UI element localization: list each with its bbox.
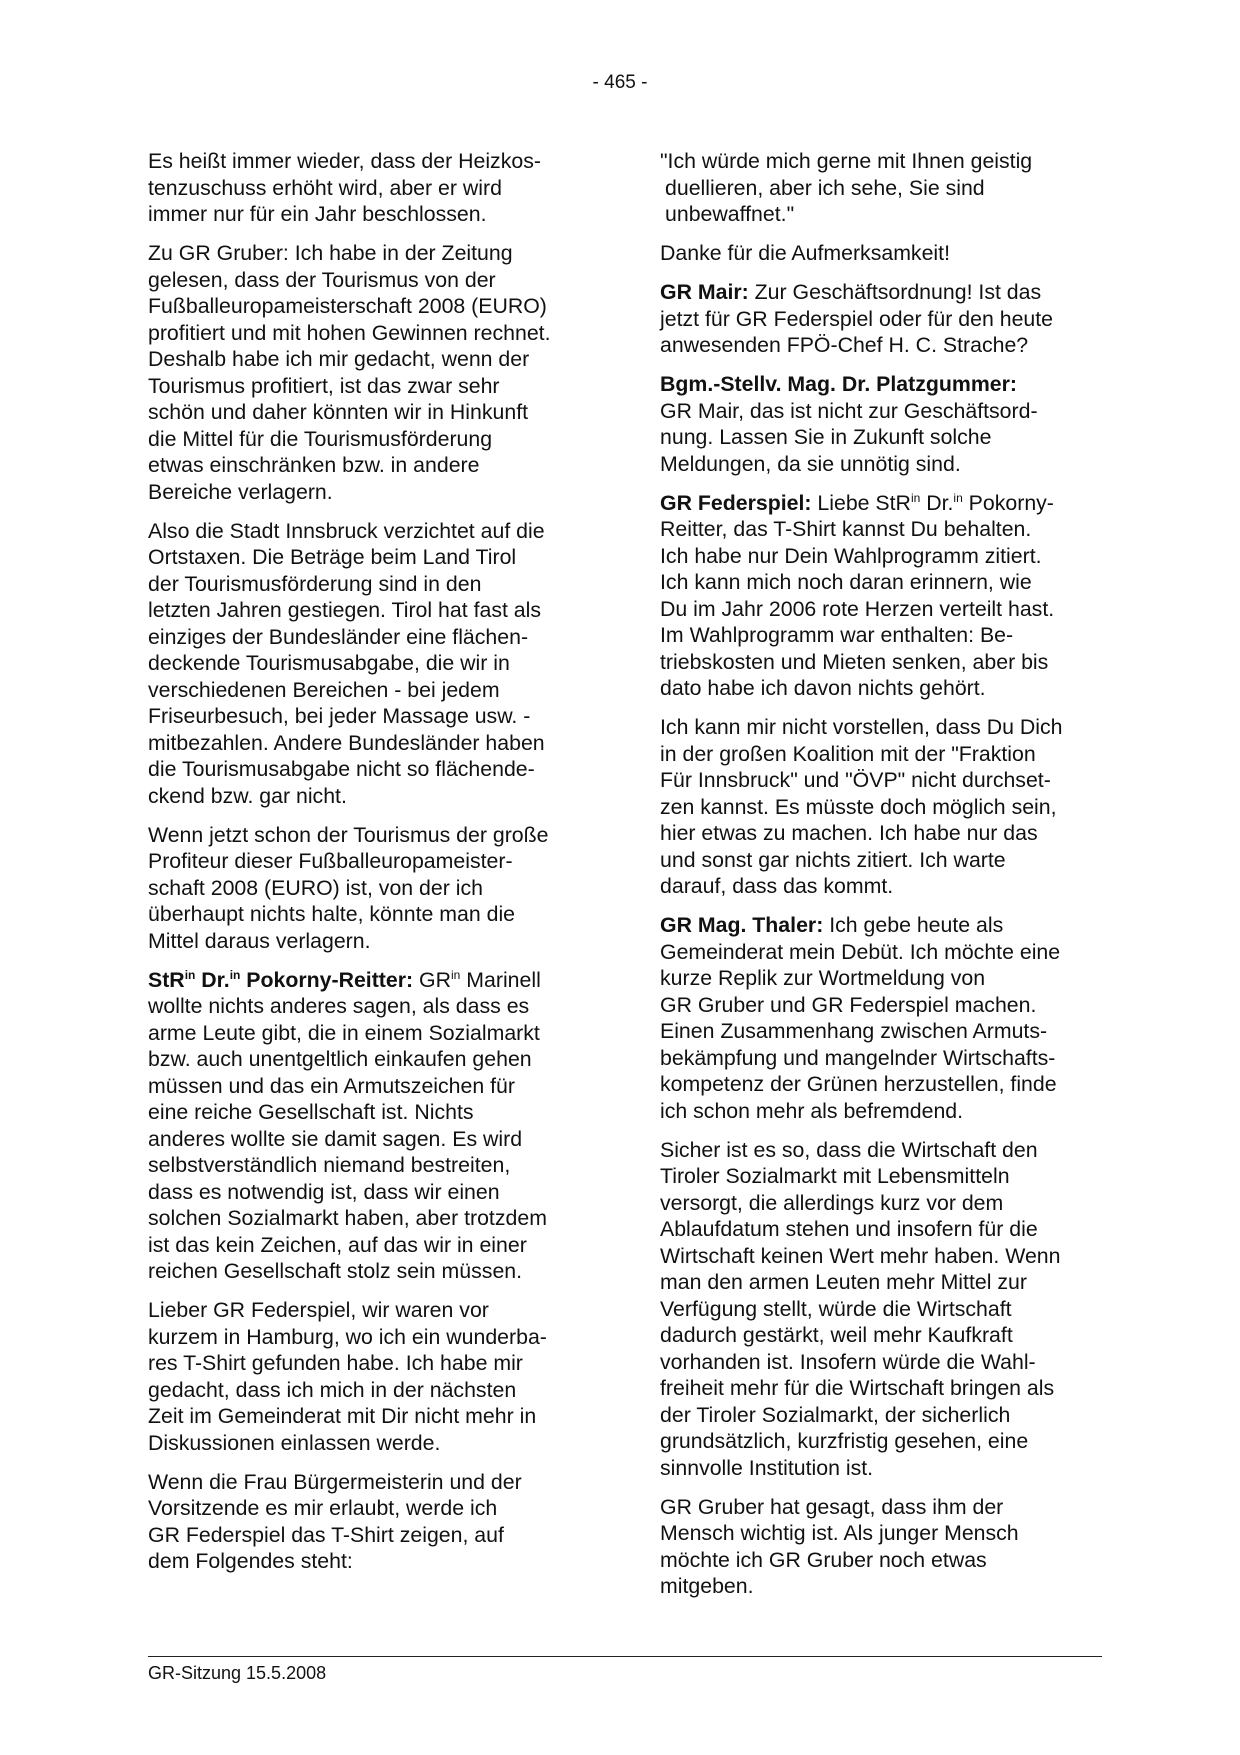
text-line: Also die Stadt Innsbruck verzichtet auf die [148, 518, 545, 543]
text-line: Zu GR Gruber: Ich habe in der Zeitung [148, 241, 513, 265]
text-line: dem Folgendes steht: [148, 1549, 353, 1573]
text-line: Einen Zusammenhang zwischen Armuts- [660, 1019, 1048, 1043]
text-line: möchte ich GR Gruber noch etwas [660, 1547, 987, 1572]
paragraph [148, 518, 588, 810]
text-line: Es heißt immer wieder, dass der Heizkos- [148, 149, 541, 173]
speaker-paragraph [660, 279, 1100, 359]
text-line: gedacht, dass ich mich in der nächsten [148, 1377, 517, 1402]
text-line: Gemeinderat mein Debüt. Ich möchte eine [660, 939, 1061, 964]
text-line: GR Federspiel das T-Shirt zeigen, auf [148, 1522, 504, 1547]
text-line: der Tiroler Sozialmarkt, der sicherlich [660, 1402, 1011, 1427]
paragraph [148, 148, 588, 228]
text-line: wollte nichts anderes sagen, als dass es [148, 994, 530, 1018]
text-line: Lieber GR Federspiel, wir waren vor [148, 1298, 489, 1322]
text-line: Zeit im Gemeinderat mit Dir nicht mehr in [148, 1404, 537, 1428]
left-column [148, 148, 588, 1587]
paragraph [660, 240, 1100, 267]
text-line: Bereiche verlagern. [148, 479, 333, 504]
text-line: die Tourismusabgabe nicht so flächende- [148, 757, 535, 781]
text-line: Wenn jetzt schon der Tourismus der große [148, 822, 549, 847]
text-line: darauf, dass das kommt. [660, 874, 894, 898]
text-line: selbstverständlich niemand bestreiten, [148, 1153, 511, 1177]
text-line: Meldungen, da sie unnötig sind. [660, 451, 961, 476]
speaker-name: StR$^{in}$ Dr.$^{in}$ Pokorny-Reitter: [148, 967, 414, 992]
text-line: Friseurbesuch, bei jeder Massage usw. - [148, 704, 531, 728]
text-line: duellieren, aber ich sehe, Sie sind [665, 175, 985, 200]
text-line: Im Wahlprogramm war enthalten: Be- [660, 623, 1014, 647]
text-line: dadurch gestärkt, weil mehr Kaufkraft [660, 1323, 1013, 1347]
text-line: Reitter, das T-Shirt kannst Du behalten. [660, 517, 1032, 541]
paragraph [148, 822, 588, 955]
text-line: überhaupt nichts halte, könnte man die [148, 902, 516, 926]
text-line: kompetenz der Grünen herzustellen, finde [660, 1072, 1057, 1096]
text-line: schön und daher könnten wir in Hinkunft [148, 400, 529, 424]
first-line [660, 371, 1100, 398]
text-line: anderes wollte sie damit sagen. Es wird [148, 1126, 523, 1151]
text-line: eine reiche Gesellschaft ist. Nichts [148, 1100, 474, 1124]
text-line: jetzt für GR Federspiel oder für den heute [660, 306, 1054, 331]
right-column [660, 148, 1100, 1612]
text-line: hier etwas zu machen. Ich habe nur das [660, 821, 1038, 845]
text-line: vorhanden ist. Insofern würde die Wahl- [660, 1349, 1036, 1374]
text-line: Sicher ist es so, dass die Wirtschaft den [660, 1137, 1038, 1162]
tshirt-quote [660, 148, 1100, 228]
text-line: schaft 2008 (EURO) ist, von der ich [148, 875, 483, 900]
speaker-name: GR Federspiel: [660, 490, 812, 515]
text-line: Deshalb habe ich mir gedacht, wenn der [148, 347, 530, 371]
paragraph [660, 714, 1100, 900]
footer-session-date: GR-Sitzung 15.5.2008 [148, 1663, 327, 1683]
text-line: Ich kann mir nicht vorstellen, dass Du Dich [660, 715, 1063, 739]
paragraph [148, 240, 588, 505]
text-line: immer nur für ein Jahr beschlossen. [148, 202, 487, 226]
text-line: Mensch wichtig ist. Als junger Mensch [660, 1521, 1019, 1545]
page-number: - 465 - [592, 72, 648, 93]
text-line: einziges der Bundesländer eine flächen- [148, 624, 529, 649]
text-line: müssen und das ein Armutszeichen für [148, 1073, 515, 1098]
paragraph [148, 1469, 588, 1575]
text-line: tenzuschuss erhöht wird, aber er wird [148, 175, 502, 200]
speaker-paragraph [148, 967, 588, 1285]
text-line: Mittel daraus verlagern. [148, 928, 371, 953]
text-line: profitiert und mit hohen Gewinnen rechnet. [148, 320, 551, 345]
text-line: kurze Replik zur Wortmeldung von [660, 966, 986, 990]
footer-divider [148, 1656, 1102, 1657]
speaker-paragraph [660, 371, 1100, 477]
text-line: anwesenden FPÖ-Chef H. C. Strache? [660, 333, 1029, 357]
text-line: GR Mair, das ist nicht zur Geschäftsord- [660, 398, 1038, 423]
text-line: Ablaufdatum stehen und insofern für die [660, 1217, 1038, 1241]
text-line: Ich habe nur Dein Wahlprogramm zitiert. [660, 543, 1042, 568]
first-line: StR$^{in}$ Dr.$^{in}$ Pokorny-Reitter: $GR^{in}$ Marinell [148, 967, 541, 992]
text-line: Ich kann mich noch daran erinnern, wie [660, 570, 1032, 594]
text-line: Tiroler Sozialmarkt mit Lebensmitteln [660, 1164, 1010, 1188]
paragraph [660, 1137, 1100, 1482]
text-line: res T-Shirt gefunden habe. Ich habe mir [148, 1351, 523, 1375]
text-line: GR Gruber und GR Federspiel machen. [660, 992, 1037, 1017]
text-line: mitbezahlen. Andere Bundesländer haben [148, 730, 545, 755]
text-line: Profiteur dieser Fußballeuropameister- [148, 849, 513, 873]
text-line: arme Leute gibt, die in einem Sozialmarkt [148, 1020, 540, 1045]
text-line: und sonst gar nichts zitiert. Ich warte [660, 847, 1006, 872]
speaker-name: GR Mag. Thaler: [660, 913, 824, 937]
text-line: bekämpfung und mangelnder Wirtschafts- [660, 1045, 1056, 1070]
first-line: GR Federspiel: Liebe StR$^{in}$ Dr.$^{in}$ Pokorny- [660, 490, 1054, 515]
text-line: man den armen Leuten mehr Mittel zur [660, 1270, 1027, 1294]
paragraph [148, 1297, 588, 1456]
text-line: Vorsitzende es mir erlaubt, werde ich [148, 1496, 498, 1520]
text-line: verschiedenen Bereichen - bei jedem [148, 677, 500, 702]
text-line: dass es notwendig ist, dass wir einen [148, 1179, 500, 1204]
speaker-paragraph [660, 490, 1100, 702]
text-line: ich schon mehr als befremdend. [660, 1098, 964, 1123]
text-line: letzten Jahren gestiegen. Tirol hat fast als [148, 598, 542, 622]
text-line: Danke für die Aufmerksamkeit! [660, 241, 950, 265]
text-line: sinnvolle Institution ist. [660, 1455, 874, 1480]
text-line: Verfügung stellt, würde die Wirtschaft [660, 1296, 1012, 1321]
text-line: in der großen Koalition mit der "Fraktion [660, 741, 1036, 766]
text-line: Wenn die Frau Bürgermeisterin und der [148, 1469, 522, 1494]
text-line: solchen Sozialmarkt haben, aber trotzdem [148, 1206, 547, 1230]
text-line: reichen Gesellschaft stolz sein müssen. [148, 1259, 523, 1283]
first-line: GR Mag. Thaler: Ich gebe heute als [660, 913, 1004, 937]
text-line: "Ich würde mich gerne mit Ihnen geistig [660, 149, 1033, 173]
text-line: gelesen, dass der Tourismus von der [148, 267, 496, 292]
text-line: freiheit mehr für die Wirtschaft bringen als [660, 1376, 1055, 1400]
first-line: GR Mair: Zur Geschäftsordnung! Ist das [660, 280, 1042, 304]
text-line: Für Innsbruck" und "ÖVP" nicht durchset- [660, 768, 1051, 792]
text-line: die Mittel für die Tourismusförderung [148, 426, 493, 451]
text-line: grundsätzlich, kurzfristig gesehen, eine [660, 1429, 1029, 1453]
paragraph [660, 1494, 1100, 1600]
text-line: Du im Jahr 2006 rote Herzen verteilt hast. [660, 596, 1055, 621]
text-line: deckende Tourismusabgabe, die wir in [148, 651, 510, 675]
text-line: der Tourismusförderung sind in den [148, 571, 482, 596]
text-line: ckend bzw. gar nicht. [148, 783, 347, 808]
text-line: etwas einschränken bzw. in andere [148, 453, 480, 477]
text-line: Ortstaxen. Die Beträge beim Land Tirol [148, 545, 517, 569]
text-line: bzw. auch unentgeltlich einkaufen gehen [148, 1047, 532, 1071]
text-line: Wirtschaft keinen Wert mehr haben. Wenn [660, 1243, 1061, 1268]
speaker-name: Bgm.-Stellv. Mag. Dr. Platzgummer: [660, 372, 1017, 396]
text-line: mitgeben. [660, 1574, 754, 1598]
text-line: ist das kein Zeichen, auf das wir in einer [148, 1232, 527, 1257]
speaker-name: GR Mair: [660, 280, 749, 304]
text-line: Diskussionen einlassen werde. [148, 1430, 441, 1455]
text-line: unbewaffnet." [665, 202, 795, 226]
text-line: Tourismus profitiert, ist das zwar sehr [148, 373, 500, 398]
text-line: triebskosten und Mieten senken, aber bis [660, 649, 1049, 674]
speaker-paragraph [660, 912, 1100, 1124]
text-line: kurzem in Hamburg, wo ich ein wunderba- [148, 1324, 547, 1349]
text-line: zen kannst. Es müsste doch möglich sein, [660, 794, 1057, 819]
text-line: versorgt, die allerdings kurz vor dem [660, 1190, 1004, 1215]
text-line: GR Gruber hat gesagt, dass ihm der [660, 1494, 1004, 1519]
text-line: Fußballeuropameisterschaft 2008 (EURO) [148, 294, 547, 318]
text-line: nung. Lassen Sie in Zukunft solche [660, 425, 992, 449]
text-line: dato habe ich davon nichts gehört. [660, 676, 986, 700]
